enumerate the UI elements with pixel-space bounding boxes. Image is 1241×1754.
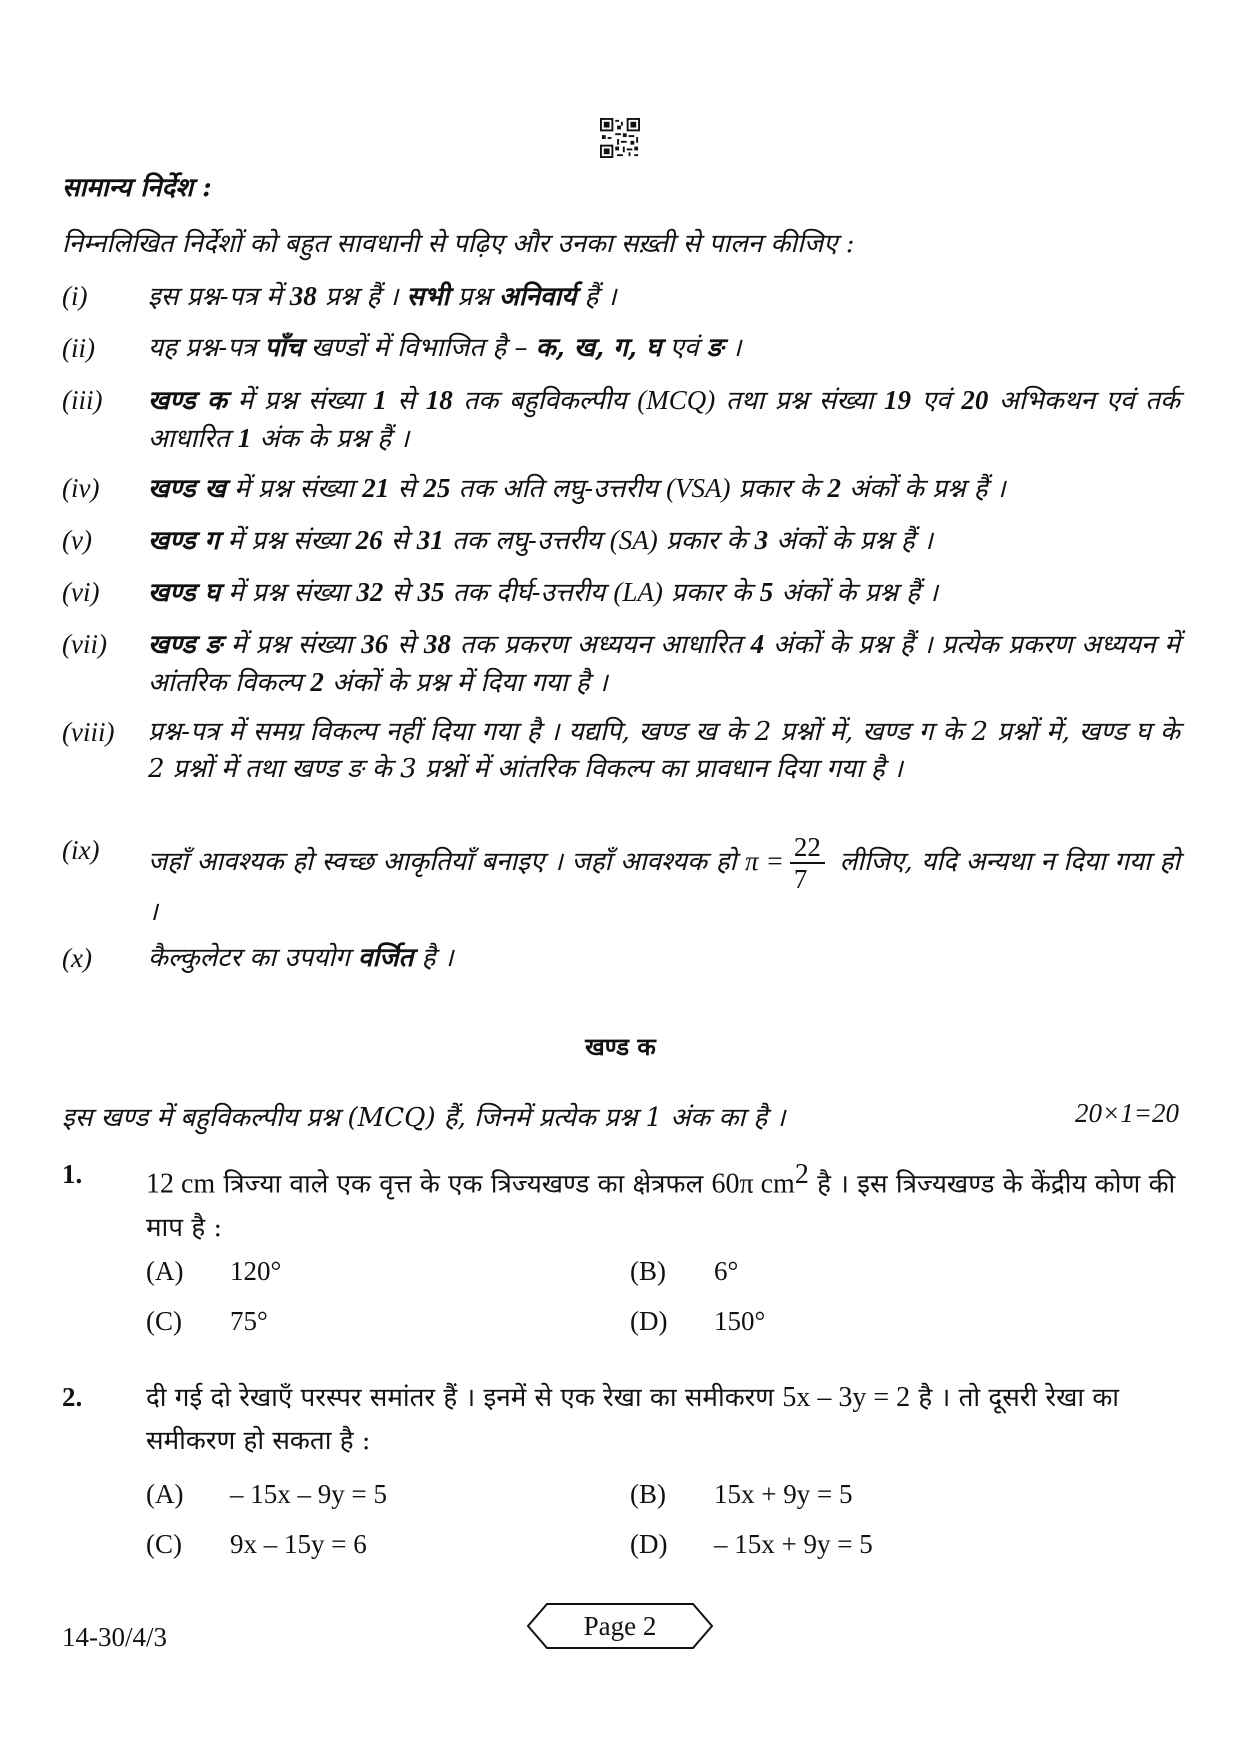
- instruction-viii: (viii) प्रश्न-पत्र में समग्र विकल्प नहीं दिया गया है । यद्यपि, खण्ड ख के 2 प्रश्नों में, खण्ड ग के 2 प्रश्नों में, खण्ड घ के 2 प्रश्नों में तथा खण्ड ङ के 3 प्रश्नों में आंतरिक विकल्प का प्रावधान दिया गया है ।: [62, 714, 1180, 788]
- instruction-number: (ii): [62, 333, 95, 363]
- instruction-number: (i): [62, 281, 88, 311]
- instruction-vii: (vii) खण्ड ङ में प्रश्न संख्या 36 से 38 तक प्रकरण अध्ययन आधारित 4 अंकों के प्रश्न हैं । प्रत्येक प्रकरण अध्ययन में आंतरिक विकल्प 2 अंकों के प्रश्न में दिया गया है ।: [62, 626, 1180, 702]
- instruction-iv: (iv) खण्ड ख में प्रश्न संख्या 21 से 25 तक अति लघु-उत्तरीय (VSA) प्रकार के 2 अंकों के प्रश्न हैं ।: [62, 470, 1180, 508]
- instruction-number: (vi): [62, 577, 100, 607]
- section-marks: 20×1=20: [1075, 1098, 1179, 1128]
- general-instructions-intro: निम्नलिखित निर्देशों को बहुत सावधानी से पढ़िए और उनका सख़्ती से पालन कीजिए :: [62, 229, 855, 259]
- exam-page: सामान्य निर्देश : निम्नलिखित निर्देशों को बहुत सावधानी से पढ़िए और उनका सख़्ती से पालन कीजिए : (i) इस प्रश्न-पत्र में 38 प्रश्न हैं । सभी प्रश्न अनिवार्य हैं । (ii) यह प्रश्न-पत्र पाँच खण्डों में विभाजित है – क, ख, ग, घ एवं ङ । (iii) खण्ड क में प्रश्न संख्या 1 से 18 तक बहुविकल्पीय (MCQ) तथा प्रश्न संख्या 19 एवं 20 अभिकथन एवं तर्क आधारित 1 अंक के प्रश्न हैं । (iv) खण्ड ख में प्रश्न संख्या 21 से 25 तक अति लघु-उत्तरीय (VSA) प्रकार के 2 अंकों के प्रश्न हैं । (v) खण्ड ग में प्रश्न संख्या 26 से 31 तक लघु-उत्तरीय (SA) प्रकार के 3 अंकों के प्रश्न हैं । (vi) खण्ड घ में प्रश्न संख्या 32 से 35 तक दीर्घ-उत्तरीय (LA) प्रकार के 5 अंकों के प्रश्न हैं । (vii) खण्ड ङ में प्रश्न संख्या 36 से 38 तक प्रकरण अध्ययन आधारित 4 अंकों के प्रश्न हैं । प्रत्येक प्रकरण अध्ययन में आंतरिक विकल्प 2 अंकों के प्रश्न में दिया गया है । (viii) प्रश्न-पत्र में समग्र विकल्प नहीं दिया गया है । यद्यपि, खण्ड ख के 2 प्रश्नों में, खण्ड ग के 2 प्रश्नों में, खण्ड घ के 2 प्रश्नों में तथा खण्ड ङ के 3 प्रश्नों में आंतरिक विकल्प का प्रावधान दिया गया है । (ix) जहाँ आवश्यक हो स्वच्छ आकृतियाँ बनाइए । जहाँ आवश्यक हो π = $\frac{22}{7}$ लीजिए, यदि अन्यथा न दिया गया हो । (x) कैल्कुलेटर का उपयोग वर्जित है । खण्ड क इस खण्ड में बहुविकल्पीय प्रश्न (MCQ) हैं, जिनमें प्रत्येक प्रश्न 1 अंक का है । 20×1=20 1. 12 cm त्रिज्या वाले एक वृत्त के एक त्रिज्यखण्ड का क्षेत्रफल 60π $cm^2$ है । इस त्रिज्यखण्ड के केंद्रीय कोण की माप है : (A) 120° (B) 6° (C) 75° (D) 150° 2. दी गई दो रेखाएँ परस्पर समांतर हैं । इनमें से एक रेखा का समीकरण 5x – 3y = 2 है । तो दूसरी रेखा का समीकरण हो सकता है : (A) – 15x – 9y = 5 (B) 15x + 9y = 5 (C) 9x – 15y = 6 (D) – 15x + 9y = 5 14-30/4/3 Page 2: [0, 0, 1241, 1754]
- question-text: दी गई दो रेखाएँ परस्पर समांतर हैं । इनमें से एक रेखा का समीकरण 5x – 3y = 2 है । तो दूसरी रेखा का समीकरण हो सकता है :: [146, 1382, 1120, 1456]
- general-instructions-title: सामान्य निर्देश :: [62, 173, 212, 203]
- paper-code: 14-30/4/3: [62, 1622, 167, 1652]
- instruction-iii: (iii) खण्ड क में प्रश्न संख्या 1 से 18 तक बहुविकल्पीय (MCQ) तथा प्रश्न संख्या 19 एवं 20 अभिकथन एवं तर्क आधारित 1 अंक के प्रश्न हैं ।: [62, 382, 1180, 458]
- instruction-ix: (ix) जहाँ आवश्यक हो स्वच्छ आकृतियाँ बनाइए । जहाँ आवश्यक हो π = $\frac{22}{7}$ लीजिए, यदि अन्यथा न दिया गया हो ।: [62, 832, 1180, 927]
- question-2: [62, 1376, 1180, 1463]
- instruction-ii: (ii) यह प्रश्न-पत्र पाँच खण्डों में विभाजित है – क, ख, ग, घ एवं ङ ।: [62, 330, 1180, 367]
- section-description: इस खण्ड में बहुविकल्पीय प्रश्न (MCQ) हैं, जिनमें प्रत्येक प्रश्न 1 अंक का है ।: [62, 1103, 786, 1133]
- question-number: 1.: [62, 1159, 83, 1189]
- instruction-v: (v) खण्ड ग में प्रश्न संख्या 26 से 31 तक लघु-उत्तरीय (SA) प्रकार के 3 अंकों के प्रश्न हैं ।: [62, 522, 1180, 560]
- instruction-i: (i) इस प्रश्न-पत्र में 38 प्रश्न हैं । सभी प्रश्न अनिवार्य हैं ।: [62, 278, 1180, 316]
- pi-fraction: $\frac{22}{7}$: [790, 832, 825, 894]
- instruction-vi: (vi) खण्ड घ में प्रश्न संख्या 32 से 35 तक दीर्घ-उत्तरीय (LA) प्रकार के 5 अंकों के प्रश्न हैं ।: [62, 574, 1180, 612]
- instruction-x: (x) कैल्कुलेटर का उपयोग वर्जित है ।: [62, 940, 1180, 977]
- instruction-number: (ix): [62, 835, 100, 865]
- section-heading: खण्ड क: [585, 1032, 656, 1061]
- instruction-number: (v): [62, 525, 92, 555]
- question-1: [62, 1153, 1180, 1250]
- instruction-number: (vii): [62, 629, 107, 659]
- page-number-tag: [525, 1601, 715, 1651]
- question-text: 12 cm त्रिज्या वाले एक वृत्त के एक त्रिज्यखण्ड का क्षेत्रफल 60π $cm^2$ है । इस त्रिज्यखण्ड के केंद्रीय कोण की माप है :: [146, 1159, 1176, 1243]
- question-number: 2.: [62, 1382, 83, 1412]
- instruction-number: (iv): [62, 473, 100, 503]
- instruction-number: (x): [62, 943, 92, 973]
- page-number: Page 2: [583, 1611, 657, 1641]
- instruction-number: (viii): [62, 717, 115, 747]
- instruction-number: (iii): [62, 385, 103, 415]
- qr-code-icon: [600, 118, 640, 158]
